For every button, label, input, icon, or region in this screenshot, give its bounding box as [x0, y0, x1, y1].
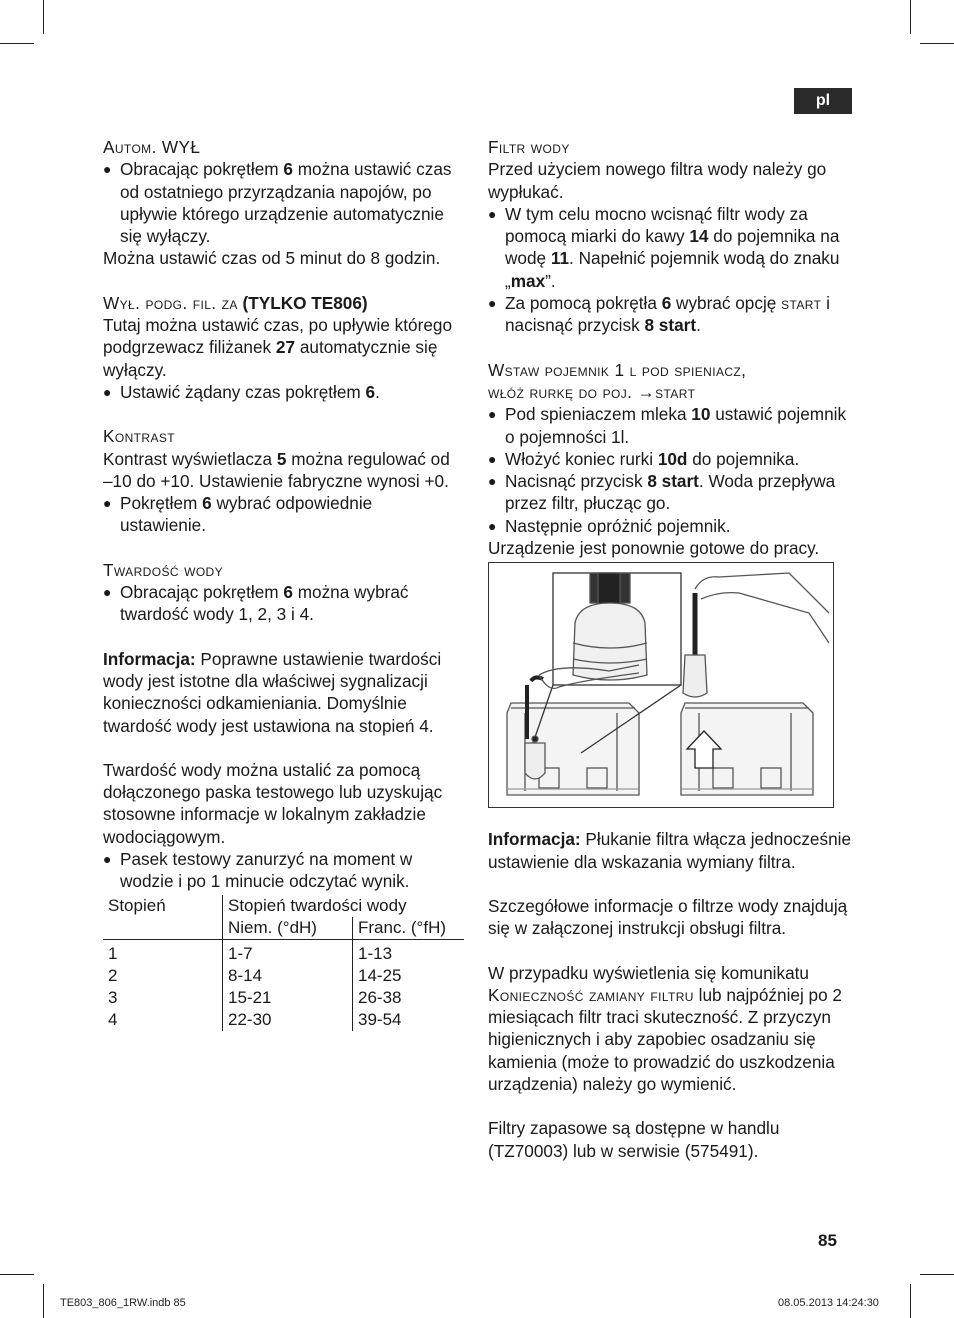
list-item: ● Obracając pokrętłem 6 można wybrać twardość wody 1, 2, 3 i 4. — [103, 581, 459, 626]
crop-mark — [43, 0, 44, 34]
right-column — [488, 136, 854, 1162]
filter-illustration — [488, 562, 834, 808]
filter-illustration-drawing — [489, 563, 833, 807]
paragraph: Przed użyciem nowego filtra wody należy go wypłukać. — [488, 159, 827, 202]
paragraph: Tutaj można ustawić czas, po upływie którego podgrzewacz filiżanek 27 automatycznie się wyłączy. — [103, 315, 453, 380]
list-item: ● Pod spieniaczem mleka 10 ustawić pojemnik o pojemności 1l. — [488, 403, 854, 448]
table-row: 1 1-7 1-13 — [103, 939, 464, 965]
section-title-wstaw-2: włóż rurkę do poj. →start — [488, 381, 696, 402]
info-note: Informacja: Poprawne ustawienie twardości wody jest istotne dla właściwej sygnalizacji konieczności odkamieniania. Domyślnie twardość wody jest ustawiona na stopień 4. — [103, 648, 442, 736]
list-item: ● Za pomocą pokrętła 6 wybrać opcję start i nacisnąć przycisk 8 start. — [488, 292, 854, 337]
table-row: 3 15-21 26-38 — [103, 987, 464, 1009]
crop-mark — [910, 0, 911, 34]
language-tab: pl — [794, 88, 852, 114]
section-title-twardosc: Twardość wody — [103, 559, 224, 580]
section-title-wstaw: Wstaw pojemnik 1 l pod spieniacz, — [488, 359, 747, 380]
crop-mark — [920, 43, 954, 44]
hardness-table — [103, 895, 464, 1031]
paragraph: Można ustawić czas od 5 minut do 8 godzin. — [103, 248, 441, 269]
crop-mark — [0, 1274, 34, 1275]
paragraph: Twardość wody można ustalić za pomocą dołączonego paska testowego lub uzyskując stosowne informacje w lokalnym zakładzie wodociągowym. — [103, 759, 443, 847]
table-header-hardness: Stopień twardości wody — [223, 895, 465, 917]
table-header-level: Stopień — [108, 895, 166, 915]
crop-mark — [920, 1274, 954, 1275]
paragraph: Szczegółowe informacje o filtrze wody znajdują się w załączonej instrukcji obsługi filtra. — [488, 895, 848, 939]
list-item: ● Następnie opróżnić pojemnik. — [488, 515, 854, 537]
table-header-fh: Franc. (°fH) — [353, 917, 465, 940]
paragraph: Kontrast wyświetlacza 5 można regulować od –10 do +10. Ustawienie fabryczne wynosi +0. — [103, 448, 450, 491]
page-number: 85 — [818, 1231, 837, 1250]
section-title-filtr: Filtr wody — [488, 137, 570, 157]
list-item: ● Nacisnąć przycisk 8 start. Woda przepływa przez filtr, płucząc go. — [488, 470, 854, 515]
crop-mark — [43, 1284, 44, 1318]
paragraph: W przypadku wyświetlenia się komunikatu Konieczność zamiany filtru lub najpóźniej po 2 miesiącach filtr traci skuteczność. Z przyczyn higienicznych i aby zapobiec osadzaniu się kamienia (może to prowadzić do uszkodzenia urządzenia) należy go wymienić. — [488, 962, 842, 1095]
section-title-autom: Autom. WYŁ — [103, 137, 201, 157]
table-row: 4 22-30 39-54 — [103, 1009, 464, 1031]
paragraph: Filtry zapasowe są dostępne w handlu (TZ70003) lub w serwisie (575491). — [488, 1118, 780, 1161]
footer-file: TE803_806_1RW.indb 85 — [60, 1297, 186, 1309]
table-row: 2 8-14 14-25 — [103, 965, 464, 987]
info-note: Informacja: Płukanie filtra włącza jednocześnie ustawienie dla wskazania wymiany filtra. — [488, 829, 852, 872]
left-column — [103, 136, 459, 1031]
section-title-kontrast: Kontrast — [103, 426, 175, 447]
list-item: ● Pokrętłem 6 wybrać odpowiednie ustawienie. — [103, 492, 459, 537]
list-item: ● Ustawić żądany czas pokrętłem 6. — [103, 381, 459, 403]
crop-mark — [0, 43, 34, 44]
list-item: ● Pasek testowy zanurzyć na moment w wodzie i po 1 minucie odczytać wynik. — [103, 848, 459, 893]
section-title-wyl: Wył. podg. fil. za (TYLKO TE806) — [103, 292, 368, 313]
crop-mark — [910, 1284, 911, 1318]
paragraph: Urządzenie jest ponownie gotowe do pracy. — [488, 538, 820, 559]
footer-datetime: 08.05.2013 14:24:30 — [778, 1297, 879, 1309]
list-item: ● Włożyć koniec rurki 10d do pojemnika. — [488, 448, 854, 470]
list-item: ● Obracając pokrętłem 6 można ustawić czas od ostatniego przyrządzania napojów, po upływie którego urządzenie automatycznie się wyłączy. — [103, 158, 459, 247]
table-header-dh: Niem. (°dH) — [223, 917, 353, 940]
list-item: ● W tym celu mocno wcisnąć filtr wody za pomocą miarki do kawy 14 do pojemnika na wodę 11. Napełnić pojemnik wodą do znaku „max”. — [488, 203, 854, 292]
